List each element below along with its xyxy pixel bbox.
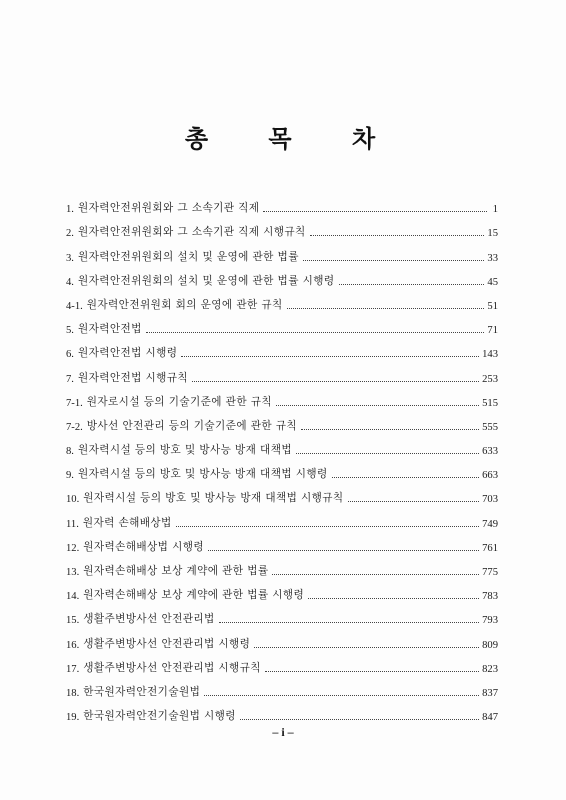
- toc-entry-title: 원자력손해배상 보상 계약에 관한 법률: [83, 565, 269, 577]
- toc-entry[interactable]: [66, 385, 498, 409]
- toc-entry-number: 7-1.: [66, 397, 83, 409]
- toc-entry-number: 12.: [66, 542, 80, 554]
- toc-entry[interactable]: [66, 312, 498, 336]
- toc-entry-page: 809: [482, 639, 498, 651]
- toc-entry-page: 703: [482, 494, 498, 506]
- toc-entry[interactable]: [66, 530, 498, 554]
- toc-entry[interactable]: [66, 360, 498, 384]
- toc-entry-title: 원자력손해배상법 시행령: [83, 540, 204, 553]
- toc-dot-leader: [310, 235, 485, 236]
- toc-entry-number: 4-1.: [66, 300, 83, 312]
- toc-entry-page: 793: [482, 615, 498, 627]
- toc-dot-leader: [308, 598, 479, 599]
- toc-entry-title: 방사선 안전관리 등의 기술기준에 관한 규칙: [86, 419, 298, 432]
- toc-entry-number: 11.: [66, 518, 79, 530]
- toc-entry-title: 생활주변방사선 안전관리법 시행규칙: [83, 661, 261, 674]
- toc-entry-title: 원자로시설 등의 기술기준에 관한 규칙: [86, 395, 272, 408]
- toc-entry[interactable]: [66, 578, 498, 602]
- toc-entry-page: 555: [482, 421, 498, 433]
- toc-dot-leader: [204, 695, 479, 696]
- toc-entry-number: 7-2.: [66, 421, 83, 433]
- toc-entry-page: 71: [487, 325, 498, 337]
- toc-dot-leader: [240, 719, 479, 720]
- toc-entry-title: 원자력안전위원회의 설치 및 운영에 관한 법률 시행령: [77, 274, 335, 287]
- toc-dot-leader: [208, 550, 479, 551]
- toc-entry-title: 원자력안전법 시행령: [77, 347, 178, 360]
- toc-entry-title: 생활주변방사선 안전관리법: [83, 613, 215, 626]
- toc-entry[interactable]: [66, 336, 498, 360]
- toc-entry-title: 원자력시설 등의 방호 및 방사능 방재 대책법 시행규칙: [83, 492, 344, 505]
- toc-entry[interactable]: [66, 433, 498, 457]
- toc-entry-number: 17.: [66, 663, 80, 675]
- toc-entry-page: 515: [482, 397, 498, 409]
- toc-entry-page: 33: [487, 252, 498, 264]
- toc-dot-leader: [303, 260, 485, 261]
- toc-entry[interactable]: [66, 288, 498, 312]
- toc-entry-page: 749: [482, 518, 498, 530]
- toc-entry-title: 원자력안전위원회 회의 운영에 관한 규칙: [86, 298, 283, 311]
- toc-entry-page: 823: [482, 663, 498, 675]
- toc-dot-leader: [332, 477, 479, 478]
- toc-entry-title: 원자력손해배상 보상 계약에 관한 법률 시행령: [83, 589, 305, 602]
- toc-entry[interactable]: [66, 409, 498, 433]
- toc-dot-leader: [176, 526, 479, 527]
- toc-dot-leader: [254, 647, 479, 648]
- toc-entry[interactable]: [66, 699, 498, 723]
- toc-dot-leader: [272, 574, 479, 575]
- toc-entry[interactable]: [66, 191, 498, 215]
- toc-entry-number: 8.: [66, 446, 74, 458]
- toc-entry-page: 633: [482, 446, 498, 458]
- toc-entry-page: 837: [482, 687, 498, 699]
- toc-entry-page: 775: [482, 567, 498, 578]
- toc-entry-page: 1: [492, 204, 498, 216]
- page-title: 총 목 차: [184, 124, 402, 153]
- toc-entry[interactable]: [66, 626, 498, 650]
- toc-entry-page: 761: [482, 542, 498, 554]
- toc-entry-number: 18.: [66, 687, 80, 699]
- toc-dot-leader: [219, 622, 479, 623]
- toc-dot-leader: [192, 381, 479, 382]
- toc-entry[interactable]: [66, 505, 498, 529]
- toc-entry-number: 19.: [66, 712, 80, 724]
- toc-entry-page: 15: [487, 228, 498, 240]
- toc-entry-title: 원자력안전위원회와 그 소속기관 직제 시행규칙: [77, 226, 306, 239]
- toc-entry-number: 14.: [66, 591, 80, 603]
- toc-entry[interactable]: [66, 239, 498, 263]
- toc-entry-number: 3.: [66, 252, 74, 264]
- toc-entry-page: 45: [487, 276, 498, 288]
- toc-entry-title: 원자력안전법: [77, 323, 142, 336]
- toc-entry[interactable]: [66, 264, 498, 288]
- toc-entry-page: 143: [482, 349, 498, 361]
- toc-entry-page: 847: [482, 712, 498, 724]
- table-of-contents: [66, 191, 498, 723]
- toc-entry-title: 원자력시설 등의 방호 및 방사능 방재 대책법: [77, 444, 292, 457]
- toc-entry[interactable]: [66, 602, 498, 626]
- toc-entry-title: 한국원자력안전기술원법 시행령: [83, 710, 236, 723]
- toc-entry[interactable]: [66, 554, 498, 578]
- toc-dot-leader: [265, 671, 479, 672]
- toc-entry-page: 253: [482, 373, 498, 385]
- toc-entry-title: 원자력시설 등의 방호 및 방사능 방재 대책법 시행령: [77, 468, 328, 481]
- toc-entry-number: 9.: [66, 470, 74, 482]
- toc-dot-leader: [276, 405, 479, 406]
- toc-entry-title: 생활주변방사선 안전관리법 시행령: [83, 637, 251, 650]
- toc-entry-number: 5.: [66, 325, 74, 337]
- toc-entry[interactable]: [66, 215, 498, 239]
- toc-entry[interactable]: [66, 651, 498, 675]
- toc-entry-number: 4.: [66, 276, 74, 288]
- toc-entry-number: 15.: [66, 615, 80, 627]
- toc-entry-number: 7.: [66, 373, 74, 385]
- toc-dot-leader: [181, 356, 479, 357]
- toc-dot-leader: [296, 453, 479, 454]
- toc-dot-leader: [287, 308, 485, 309]
- toc-entry-number: 10.: [66, 494, 80, 506]
- toc-entry-title: 원자력안전위원회와 그 소속기관 직제: [77, 202, 260, 215]
- toc-entry-number: 1.: [66, 204, 74, 216]
- toc-entry-number: 16.: [66, 639, 80, 651]
- toc-entry-page: 51: [487, 300, 498, 312]
- toc-entry[interactable]: [66, 457, 498, 481]
- toc-dot-leader: [146, 332, 485, 333]
- toc-entry-number: 13.: [66, 567, 80, 578]
- toc-dot-leader: [339, 284, 485, 285]
- toc-entry-title: 한국원자력안전기술원법: [83, 685, 201, 698]
- toc-entry-number: 2.: [66, 228, 74, 240]
- toc-entry-page: 783: [482, 591, 498, 603]
- toc-dot-leader: [348, 501, 480, 502]
- toc-entry-number: 6.: [66, 349, 74, 361]
- toc-dot-leader: [263, 211, 487, 212]
- toc-entry-page: 663: [482, 470, 498, 482]
- toc-entry-title: 원자력안전위원회의 설치 및 운영에 관한 법률: [77, 250, 299, 263]
- page-number-footer: – i –: [272, 725, 294, 739]
- toc-entry[interactable]: [66, 481, 498, 505]
- toc-entry-title: 원자력안전법 시행규칙: [77, 371, 189, 384]
- toc-entry[interactable]: [66, 675, 498, 699]
- toc-dot-leader: [301, 429, 479, 430]
- toc-entry-title: 원자력 손해배상법: [82, 516, 172, 529]
